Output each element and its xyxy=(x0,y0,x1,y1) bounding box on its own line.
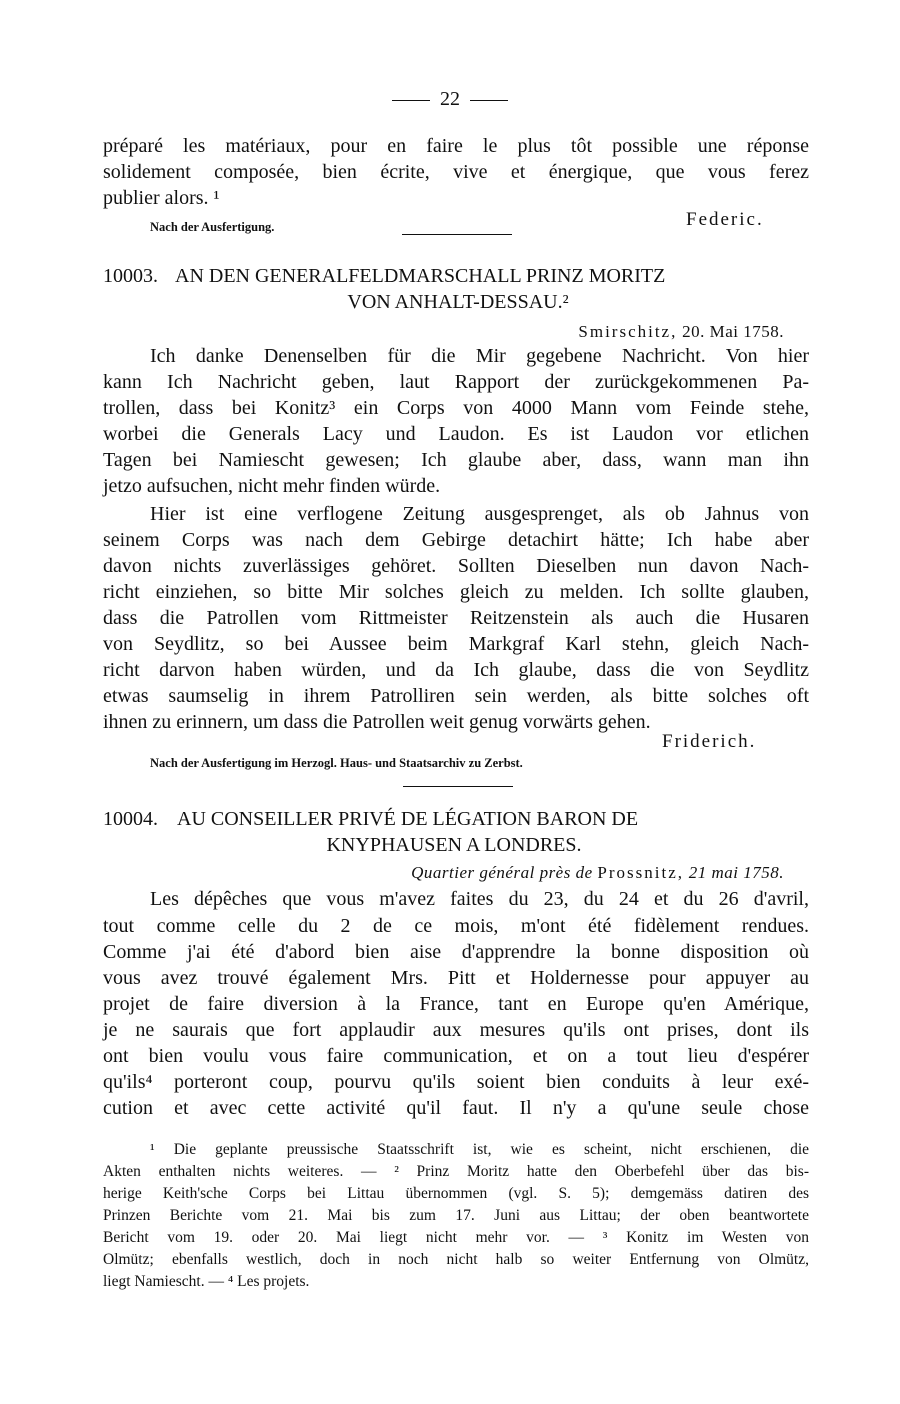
letter-number: 10003. xyxy=(103,265,158,287)
letter-title-line2: KNYPHAUSEN A LONDRES. xyxy=(326,834,582,856)
text-line: worbei die Generals Lacy und Laudon. Es ist Laudon vor etlichen xyxy=(103,423,809,445)
text-line: Les dépêches que vous m'avez faites du 23, du 24 et du 26 d'avril, xyxy=(150,888,809,910)
text-line: Hier ist eine verflogene Zeitung ausgesprenget, als ob Jahnus von xyxy=(150,503,809,525)
footnote-line: herige Keith'sche Corps bei Littau übernommen (vgl. S. 5); demgemäss datiren des xyxy=(103,1185,809,1202)
dateline: Smirschitz, 20. Mai 1758. xyxy=(578,322,784,341)
text-line: qu'ils⁴ porteront coup, pourvu qu'ils soient bien conduits à leur exé- xyxy=(103,1071,809,1093)
text-line: cution et avec cette activité qu'il faut. Il n'y a qu'une seule chose xyxy=(103,1097,809,1119)
footnote-line: Bericht vom 19. oder 20. Mai liegt nicht mehr vor. — ³ Konitz im Westen von xyxy=(103,1229,809,1246)
separator xyxy=(403,786,513,787)
text-line: jetzo aufsuchen, nicht mehr finden würde. xyxy=(103,475,441,497)
text-line: projet de faire diversion à la France, tant en Europe qu'en Amérique, xyxy=(103,993,809,1015)
source-note: Nach der Ausfertigung im Herzogl. Haus- und Staatsarchiv zu Zerbst. xyxy=(150,756,523,770)
text-line: richt einziehen, so bitte Mir solches gleich zu melden. Ich sollte glauben, xyxy=(103,581,809,603)
text-line: trollen, dass bei Konitz³ ein Corps von 4000 Mann vom Feinde stehe, xyxy=(103,397,809,419)
letter-number: 10004. xyxy=(103,808,158,830)
source-note: Nach der Ausfertigung. xyxy=(150,220,275,234)
letter-heading xyxy=(103,806,809,832)
text-line: tout comme celle du 2 de ce mois, m'ont été fidèlement rendues. xyxy=(103,915,809,937)
letter-title: AU CONSEILLER PRIVÉ DE LÉGATION BARON DE xyxy=(177,808,639,830)
separator xyxy=(402,234,512,235)
text-line: solidement composée, bien écrite, vive et énergique, que vous ferez xyxy=(103,161,809,183)
text-line: publier alors. ¹ xyxy=(103,187,220,209)
text-line: vous avez trouvé également Mrs. Pitt et Holdernesse pour appuyer au xyxy=(103,967,809,989)
text-line: Ich danke Denenselben für die Mir gegebene Nachricht. Von hier xyxy=(150,345,809,367)
footnote-line: liegt Namiescht. — ⁴ Les projets. xyxy=(103,1273,310,1290)
footnote-line: Akten enthalten nichts weiteres. — ² Prinz Moritz hatte den Oberbefehl über das bis- xyxy=(103,1163,809,1180)
text-line: Tagen bei Namiescht gewesen; Ich glaube aber, dass, wann man ihn xyxy=(103,449,809,471)
letter-title: AN DEN GENERALFELDMARSCHALL PRINZ MORITZ xyxy=(175,265,666,287)
text-line: ont bien voulu vous faire communication, et on a tout lieu d'espérer xyxy=(103,1045,809,1067)
footnote-line: ¹ Die geplante preussische Staatsschrift ist, wie es scheint, nicht erschienen, die xyxy=(150,1141,809,1158)
text-line: préparé les matériaux, pour en faire le plus tôt possible une réponse xyxy=(103,135,809,157)
signature: Federic. xyxy=(686,209,764,230)
dateline: Quartier général près de Prossnitz, 21 mai 1758. xyxy=(411,863,784,882)
footnote-line: Olmütz; ebenfalls westlich, doch in noch nicht halb so weiter Entfernung von Olmütz, xyxy=(103,1251,809,1268)
text-line: je ne saurais que fort applaudir aux mesures qu'ils ont prises, dont ils xyxy=(103,1019,809,1041)
signature: Friderich. xyxy=(662,731,757,752)
text-line: Comme j'ai été d'abord bien aise d'apprendre la bonne disposition où xyxy=(103,941,809,963)
page-number: 22 xyxy=(0,88,900,111)
footnote-line: Prinzen Berichte vom 21. Mai bis zum 17. Juni aus Littau; der oben beantwortete xyxy=(103,1207,809,1224)
text-line: davon nichts zuverlässiges gehöret. Sollten Dieselben nun davon Nach- xyxy=(103,555,809,577)
letter-title-line2: VON ANHALT-DESSAU.² xyxy=(347,291,569,313)
text-line: ihnen zu erinnern, um dass die Patrollen weit genug vorwärts gehen. xyxy=(103,711,651,733)
text-line: kann Ich Nachricht geben, laut Rapport der zurückgekommenen Pa- xyxy=(103,371,809,393)
text-line: dass die Patrollen vom Rittmeister Reitzenstein als auch die Husaren xyxy=(103,607,809,629)
text-line: etwas saumselig in ihrem Patrolliren sein werden, als bitte solches oft xyxy=(103,685,809,707)
text-line: von Seydlitz, so bei Aussee beim Markgraf Karl stehn, gleich Nach- xyxy=(103,633,809,655)
text-line: seinem Corps was nach dem Gebirge detachirt hätte; Ich habe aber xyxy=(103,529,809,551)
text-line: richt darvon haben würden, und da Ich glaube, dass die von Seydlitz xyxy=(103,659,809,681)
letter-heading xyxy=(103,263,809,289)
